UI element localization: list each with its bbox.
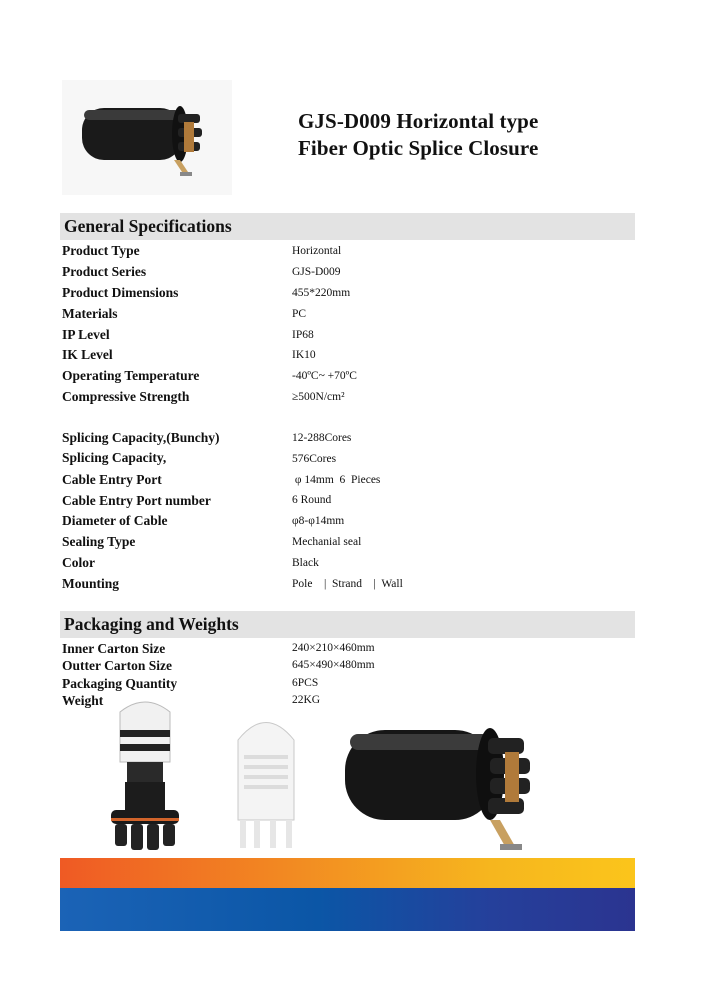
spec-value: IP68 bbox=[292, 329, 314, 341]
packaging-value: 645×490×480mm bbox=[292, 659, 375, 671]
packaging-header bbox=[60, 611, 635, 638]
packaging-value: 240×210×460mm bbox=[292, 642, 375, 654]
spec-value: 455*220mm bbox=[292, 287, 351, 299]
spec-value: φ 14mm 6 Pieces bbox=[292, 474, 381, 486]
closure-photo-large bbox=[340, 708, 560, 856]
spec-label: Cable Entry Port bbox=[62, 472, 162, 487]
spec-value: Horizontal bbox=[292, 245, 342, 257]
spec-value: GJS-D009 bbox=[292, 266, 341, 278]
footer-band-blue bbox=[60, 888, 635, 931]
spec-label: IK Level bbox=[62, 347, 113, 362]
title-line-2: Fiber Optic Splice Closure bbox=[298, 136, 539, 160]
spec-label: Splicing Capacity,(Bunchy) bbox=[62, 430, 220, 445]
product-photo-top bbox=[62, 80, 232, 195]
spec-label: Product Type bbox=[62, 243, 140, 258]
spec-label: Materials bbox=[62, 306, 118, 321]
packaging-label: Outter Carton Size bbox=[62, 658, 172, 673]
spec-label: Diameter of Cable bbox=[62, 513, 168, 528]
spec-label: Product Dimensions bbox=[62, 285, 179, 300]
spec-value: Black bbox=[292, 557, 319, 569]
spec-value: 6 Round bbox=[292, 494, 332, 506]
inner-tray-photo bbox=[230, 710, 302, 855]
packaging-value: 22KG bbox=[292, 694, 321, 706]
spec-value: PC bbox=[292, 308, 307, 320]
spec-value: Mechanial seal bbox=[292, 536, 362, 548]
title-line-1: GJS-D009 Horizontal type bbox=[298, 109, 539, 133]
spec-label: Color bbox=[62, 555, 95, 570]
spec-label: Splicing Capacity, bbox=[62, 450, 167, 465]
packaging-value: 6PCS bbox=[292, 677, 319, 689]
spec-value: 12-288Cores bbox=[292, 432, 352, 444]
spec-label: IP Level bbox=[62, 327, 110, 342]
spec-label: Operating Temperature bbox=[62, 368, 200, 383]
footer-band-orange bbox=[60, 858, 635, 888]
spec-label: Product Series bbox=[62, 264, 147, 279]
spec-value: -40ºC~ +70ºC bbox=[292, 370, 357, 382]
spec-value: ≥500N/cm² bbox=[292, 391, 345, 403]
spec-value: IK10 bbox=[292, 349, 316, 361]
splice-tray-photo bbox=[105, 692, 185, 857]
packaging-label: Inner Carton Size bbox=[62, 641, 166, 656]
spec-value: φ8-φ14mm bbox=[292, 515, 345, 527]
spec-label: Compressive Strength bbox=[62, 389, 190, 404]
general-specs-header bbox=[60, 213, 635, 240]
spec-label: Cable Entry Port number bbox=[62, 493, 211, 508]
section-title: General Specifications bbox=[64, 216, 232, 236]
spec-value: Pole | Strand | Wall bbox=[292, 578, 403, 590]
packaging-label: Weight bbox=[62, 693, 104, 708]
spec-label: Sealing Type bbox=[62, 534, 136, 549]
section-title: Packaging and Weights bbox=[64, 614, 239, 634]
spec-label: Mounting bbox=[62, 576, 120, 591]
packaging-label: Packaging Quantity bbox=[62, 676, 178, 691]
spec-value: 576Cores bbox=[292, 453, 337, 465]
document-title bbox=[298, 108, 538, 162]
